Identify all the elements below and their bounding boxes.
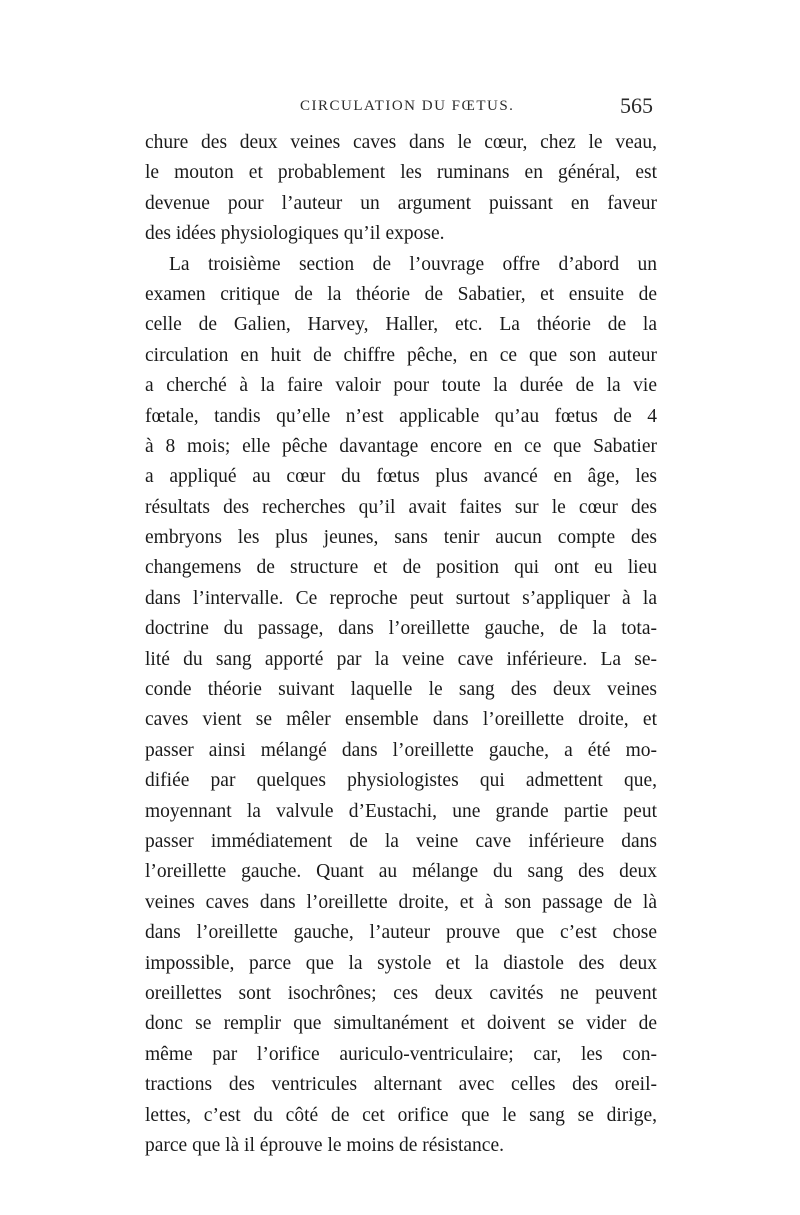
text-line: lettes, c’est du côté de cet orifice que le sang se dirige, [145,1104,657,1126]
text-line: examen critique de la théorie de Sabatier, et ensuite de [145,283,657,305]
text-line: dans l’oreillette gauche, l’auteur prouve que c’est chose [145,922,657,944]
text-line: passer immédiatement de la veine cave inférieure dans [145,830,657,852]
text-line: veines caves dans l’oreillette droite, et à son passage de là [145,891,657,913]
page-number: 565 [620,93,653,118]
text-line: dans l’intervalle. Ce reproche peut surtout s’appliquer à la [145,587,657,609]
text-line: a cherché à la faire valoir pour toute la durée de la vie [145,375,657,397]
text-line: lité du sang apporté par la veine cave inférieure. La se- [145,648,657,670]
text-line: passer ainsi mélangé dans l’oreillette gauche, a été mo- [145,739,657,761]
text-line: même par l’orifice auriculo-ventriculaire; car, les con- [145,1043,657,1065]
text-line: celle de Galien, Harvey, Haller, etc. La théorie de la [145,314,657,336]
text-line: tractions des ventricules alternant avec celles des oreil- [145,1074,657,1096]
text-line: des idées physiologiques qu’il expose. [145,223,445,245]
text-line: moyennant la valvule d’Eustachi, une grande partie peut [145,800,657,822]
running-head: CIRCULATION DU FŒTUS. [300,98,515,114]
text-line: devenue pour l’auteur un argument puissant en faveur [145,192,657,214]
text-line: changemens de structure et de position qui ont eu lieu [145,557,657,579]
text-line: oreillettes sont isochrônes; ces deux cavités ne peuvent [145,982,657,1004]
text-line: La troisième section de l’ouvrage offre d’abord un [169,253,657,275]
text-line: donc se remplir que simultanément et doivent se vider de [145,1013,657,1035]
text-line: à 8 mois; elle pêche davantage encore en ce que Sabatier [145,435,657,457]
text-line: le mouton et probablement les ruminans en général, est [145,162,657,184]
text-line: l’oreillette gauche. Quant au mélange du sang des deux [145,861,657,883]
text-line: a appliqué au cœur du fœtus plus avancé en âge, les [145,466,657,488]
text-line: résultats des recherches qu’il avait faites sur le cœur des [145,496,657,518]
text-line: parce que là il éprouve le moins de résistance. [145,1134,504,1156]
text-line: embryons les plus jeunes, sans tenir aucun compte des [145,527,657,549]
text-line: impossible, parce que la systole et la diastole des deux [145,952,657,974]
text-line: conde théorie suivant laquelle le sang des deux veines [145,679,657,701]
text-line: fœtale, tandis qu’elle n’est applicable qu’au fœtus de 4 [145,405,657,427]
text-line: chure des deux veines caves dans le cœur, chez le veau, [145,132,657,153]
text-line: caves vient se mêler ensemble dans l’oreillette droite, et [145,709,657,731]
body-text [145,128,657,1161]
text-line: doctrine du passage, dans l’oreillette gauche, de la tota- [145,618,657,640]
text-line: difiée par quelques physiologistes qui admettent que, [145,770,657,792]
text-line: circulation en huit de chiffre pêche, en ce que son auteur [145,344,657,366]
